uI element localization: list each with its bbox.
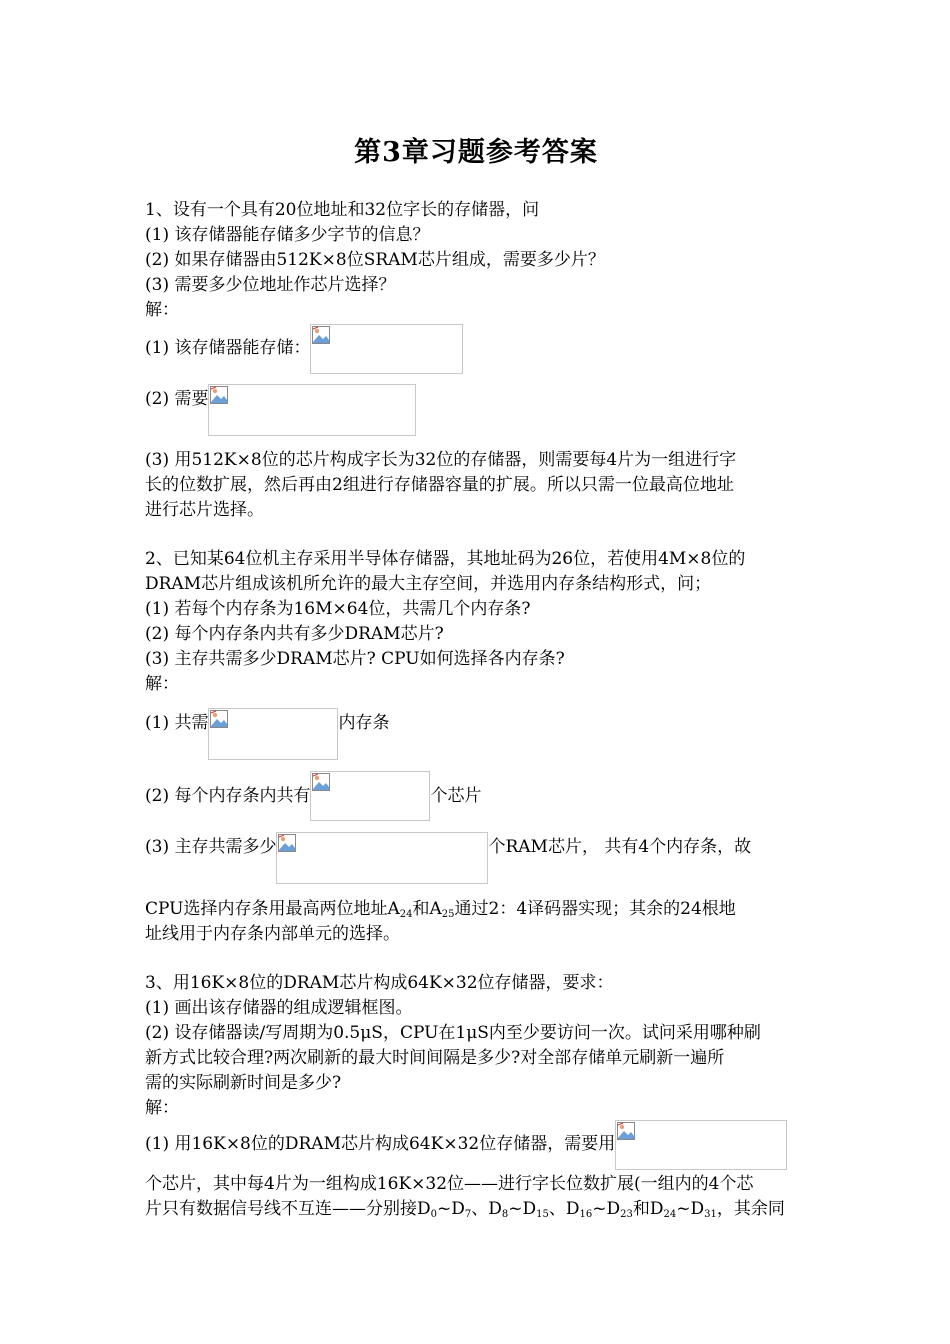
q1-part3: (3) 需要多少位地址作芯片选择？ (145, 275, 396, 295)
q2-answer3-pre: (3) 主存共需多少 (145, 837, 277, 857)
q2-answer2-pre: (2) 每个内存条内共有 (145, 786, 311, 806)
q1-part1: (1) 该存储器能存储多少字节的信息？ (145, 225, 430, 245)
subscript: 8 (501, 1209, 509, 1220)
q3-answer1 (145, 1120, 807, 1170)
q2-part1: (1) 若每个内存条为16M×64位，共需几个内存条? (145, 599, 531, 619)
subscript: 7 (464, 1209, 472, 1220)
q2-answer2 (145, 771, 807, 821)
broken-image-icon (210, 386, 228, 404)
page-title: 第3章习题参考答案 (354, 137, 598, 168)
q1-answer2 (145, 384, 807, 436)
formula-image-placeholder (208, 708, 338, 760)
subscript: 0 (430, 1209, 438, 1220)
q3-text: ，其余同 (716, 1199, 785, 1219)
q3-answer1-line2: 个芯片，其中每4片为一组构成16K×32位——进行字长位数扩展(一组内的4个芯 (145, 1174, 754, 1194)
q3-text: 和D (632, 1199, 664, 1219)
q3-answer1-line3 (145, 1197, 807, 1222)
q1-answer3-line1: (3) 用512K×8位的芯片构成字长为32位的存储器，则需要每4片为一组进行字 (145, 450, 737, 470)
subscript: 31 (704, 1209, 717, 1220)
q1-answer1-text: (1) 该存储器能存储： (145, 338, 311, 358)
q2-answer1 (145, 708, 807, 760)
formula-image-placeholder (615, 1120, 787, 1170)
subscript: 23 (620, 1209, 633, 1220)
q3-text: 、D (548, 1199, 580, 1219)
q2-text: CPU选择内存条用最高两位地址A (145, 899, 400, 919)
q2-stem-line2: DRAM芯片组成该机所允许的最大主存空间，并选用内存条结构形式，问； (145, 574, 712, 594)
formula-image-placeholder (310, 324, 463, 374)
q3-solution-label: 解： (145, 1098, 179, 1118)
q2-answer3-line3: 址线用于内存条内部单元的选择。 (145, 924, 400, 944)
q3-answer1-pre: (1) 用16K×8位的DRAM芯片构成64K×32位存储器，需要用 (145, 1134, 616, 1154)
q2-stem-line1: 2、已知某64位机主存采用半导体存储器，其地址码为26位，若使用4M×8位的 (145, 549, 746, 569)
q2-answer3-line2 (145, 897, 807, 922)
q2-answer2-post: 个芯片 (430, 786, 482, 806)
q3-text: ~D (508, 1199, 537, 1219)
formula-image-placeholder (310, 771, 430, 821)
q2-answer3 (145, 832, 807, 884)
q1-answer1 (145, 323, 807, 373)
subscript: 24 (399, 909, 413, 920)
q3-part2-line2: 新方式比较合理?两次刷新的最大时间间隔是多少?对全部存储单元刷新一遍所 (145, 1048, 725, 1068)
q1-stem: 1、设有一个具有20位地址和32位字长的存储器，问 (145, 200, 540, 220)
q1-answer3-line3: 进行芯片选择。 (145, 500, 264, 520)
q3-text: ~D (437, 1199, 465, 1219)
q2-answer1-pre: (1) 共需 (145, 713, 209, 733)
formula-image-placeholder (276, 832, 488, 884)
broken-image-icon (312, 326, 330, 344)
subscript: 15 (536, 1209, 549, 1220)
q2-answer1-post: 内存条 (338, 713, 390, 733)
q2-text: 通过2：4译码器实现；其余的24根地 (454, 899, 736, 919)
q1-part2: (2) 如果存储器由512K×8位SRAM芯片组成，需要多少片？ (145, 250, 605, 270)
broken-image-icon (278, 834, 296, 852)
q2-answer3-post: 个RAM芯片， 共有4个内存条，故 (488, 837, 752, 857)
q3-text: 片只有数据信号线不互连——分别接D (145, 1199, 431, 1219)
broken-image-icon (617, 1122, 635, 1140)
q3-part2-line3: 需的实际刷新时间是多少? (145, 1073, 342, 1093)
q2-solution-label: 解： (145, 674, 179, 694)
q1-solution-label: 解： (145, 300, 179, 320)
subscript: 25 (441, 909, 455, 920)
q3-text: 、D (471, 1199, 502, 1219)
q1-answer2-text: (2) 需要 (145, 389, 209, 409)
q3-stem: 3、用16K×8位的DRAM芯片构成64K×32位存储器，要求： (145, 973, 614, 993)
q3-part2-line1: (2) 设存储器读/写周期为0.5μS，CPU在1μS内至少要访问一次。试问采用哪种刷 (145, 1023, 761, 1043)
q3-part1: (1) 画出该存储器的组成逻辑框图。 (145, 998, 413, 1018)
q2-part2: (2) 每个内存条内共有多少DRAM芯片? (145, 624, 444, 644)
subscript: 16 (579, 1209, 593, 1220)
q2-text: 和A (412, 899, 442, 919)
formula-image-placeholder (208, 384, 416, 436)
q3-text: ~D (676, 1199, 705, 1219)
q2-part3: (3) 主存共需多少DRAM芯片? CPU如何选择各内存条? (145, 649, 565, 669)
q1-answer3-line2: 长的位数扩展，然后再由2组进行存储器容量的扩展。所以只需一位最高位地址 (145, 475, 734, 495)
q3-text: ~D (592, 1199, 621, 1219)
broken-image-icon (312, 773, 330, 791)
subscript: 24 (663, 1209, 677, 1220)
broken-image-icon (210, 710, 228, 728)
